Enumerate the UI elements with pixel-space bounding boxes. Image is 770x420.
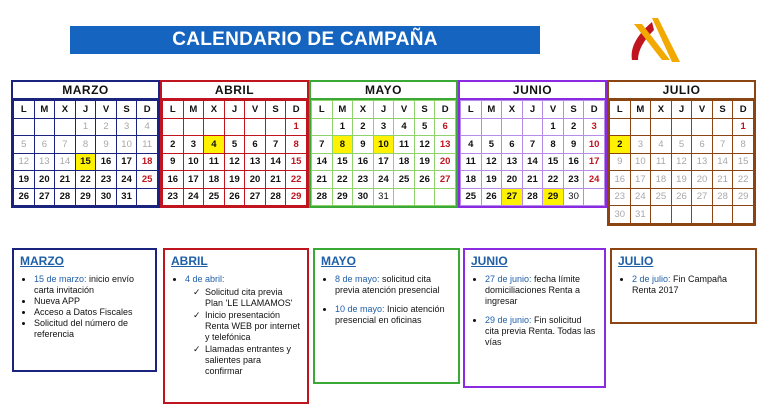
weekday-header: J	[671, 101, 692, 119]
calendar-day: 16	[163, 171, 184, 189]
calendar-day: 21	[265, 171, 286, 189]
calendar-day: 13	[34, 153, 55, 171]
calendar-day: 7	[312, 136, 333, 154]
calendar-day: 6	[435, 118, 456, 136]
calendar-day: 29	[543, 188, 564, 206]
weekday-header: M	[34, 101, 55, 119]
calendar-day: 28	[55, 188, 76, 206]
calendar-day: 27	[692, 188, 713, 206]
calendar-empty-cell	[461, 118, 482, 136]
calendar-day: 17	[183, 171, 204, 189]
calendar-day: 21	[55, 171, 76, 189]
calendar-day: 2	[610, 136, 631, 154]
weekday-header: D	[733, 101, 754, 119]
calendar-day: 10	[373, 136, 394, 154]
calendar-day: 15	[286, 153, 307, 171]
weekday-header: X	[204, 101, 225, 119]
calendar-empty-cell	[712, 206, 733, 224]
calendar-empty-cell	[55, 118, 76, 136]
calendar-day: 24	[630, 188, 651, 206]
calendar-day: 12	[414, 136, 435, 154]
calendar-day: 19	[224, 171, 245, 189]
calendar-empty-cell	[435, 188, 456, 206]
info-box-title: ABRIL	[171, 254, 208, 268]
info-box-title: MAYO	[321, 254, 356, 268]
calendar-day: 26	[14, 188, 35, 206]
calendar-day: 30	[353, 188, 374, 206]
calendar-empty-cell	[712, 118, 733, 136]
calendar-day: 16	[610, 171, 631, 189]
calendar-empty-cell	[183, 118, 204, 136]
calendar-day: 3	[584, 118, 605, 136]
calendar-empty-cell	[481, 118, 502, 136]
calendar-day: 21	[312, 171, 333, 189]
calendar-day: 1	[543, 118, 564, 136]
agency-logo-icon	[622, 14, 682, 66]
calendar-day: 25	[137, 171, 158, 189]
info-box-marzo	[12, 248, 157, 372]
calendar-day: 31	[630, 206, 651, 224]
info-box-title: JUNIO	[471, 254, 508, 268]
calendar-day: 24	[183, 188, 204, 206]
month-name: MAYO	[311, 82, 456, 100]
weekday-header: X	[651, 101, 672, 119]
calendar-day: 29	[286, 188, 307, 206]
calendar-empty-cell	[692, 118, 713, 136]
calendar-day: 4	[651, 136, 672, 154]
calendar-empty-cell	[671, 206, 692, 224]
calendar-empty-cell	[671, 118, 692, 136]
weekday-header: J	[75, 101, 96, 119]
calendar-empty-cell	[204, 118, 225, 136]
calendar-day: 8	[75, 136, 96, 154]
weekday-header: D	[286, 101, 307, 119]
weekday-header: V	[394, 101, 415, 119]
calendar-day: 9	[353, 136, 374, 154]
info-item: • Acceso a Datos Fiscales	[34, 307, 149, 318]
calendar-day: 13	[692, 153, 713, 171]
calendar-day: 8	[733, 136, 754, 154]
page-title-banner	[70, 26, 540, 54]
calendar-empty-cell	[522, 118, 543, 136]
calendar-day: 19	[414, 153, 435, 171]
calendar-day: 22	[543, 171, 564, 189]
calendar-day: 30	[563, 188, 584, 206]
weekday-header: X	[502, 101, 523, 119]
calendar-day: 11	[461, 153, 482, 171]
info-item: • 2 de julio: Fin Campaña Renta 2017	[632, 274, 749, 296]
calendar-day: 5	[671, 136, 692, 154]
calendar-empty-cell	[312, 118, 333, 136]
weekday-header: L	[312, 101, 333, 119]
calendar-day: 3	[373, 118, 394, 136]
weekday-header: S	[265, 101, 286, 119]
calendar-day: 20	[34, 171, 55, 189]
calendar-day: 22	[332, 171, 353, 189]
calendar-day: 6	[245, 136, 266, 154]
calendar-day: 23	[163, 188, 184, 206]
calendar-day: 16	[563, 153, 584, 171]
weekday-header: M	[332, 101, 353, 119]
calendar-day: 4	[461, 136, 482, 154]
calendar-day: 26	[414, 171, 435, 189]
calendar-day: 18	[137, 153, 158, 171]
calendar-empty-cell	[651, 118, 672, 136]
calendar-day: 25	[204, 188, 225, 206]
calendar-day: 27	[34, 188, 55, 206]
weekday-header: V	[692, 101, 713, 119]
calendar-day: 31	[116, 188, 137, 206]
calendar-day: 12	[671, 153, 692, 171]
calendar-day: 27	[502, 188, 523, 206]
calendar-empty-cell	[14, 118, 35, 136]
calendar-empty-cell	[630, 118, 651, 136]
calendar-day: 12	[224, 153, 245, 171]
calendar-day: 23	[610, 188, 631, 206]
calendar-empty-cell	[394, 188, 415, 206]
info-item: • 4 de abril: ✓ Solicitud cita previa Plan 'LE LLAMAMOS' ✓ Inicio presentación Renta WEB por internet y telefónica ✓ Llamadas entrantes y salientes para confirmar	[185, 274, 301, 377]
weekday-header: D	[435, 101, 456, 119]
calendar-day: 19	[481, 171, 502, 189]
calendar-day: 26	[481, 188, 502, 206]
calendar-day: 14	[55, 153, 76, 171]
calendar-day: 24	[373, 171, 394, 189]
calendar-day: 27	[245, 188, 266, 206]
weekday-header: J	[224, 101, 245, 119]
calendar-day: 28	[312, 188, 333, 206]
calendar-empty-cell	[651, 206, 672, 224]
calendar-day: 14	[312, 153, 333, 171]
weekday-header: V	[96, 101, 117, 119]
calendar-day: 28	[265, 188, 286, 206]
calendar-day: 9	[563, 136, 584, 154]
calendar-day: 2	[353, 118, 374, 136]
calendar-day: 13	[435, 136, 456, 154]
calendar-day: 7	[712, 136, 733, 154]
weekday-header: X	[353, 101, 374, 119]
calendar-day: 30	[610, 206, 631, 224]
calendar-day: 5	[414, 118, 435, 136]
calendar-day: 6	[692, 136, 713, 154]
calendar-day: 6	[34, 136, 55, 154]
calendar-day: 18	[461, 171, 482, 189]
info-item: • 15 de marzo: inicio envío carta invitación	[34, 274, 149, 296]
calendar-day: 21	[522, 171, 543, 189]
calendar-day: 25	[461, 188, 482, 206]
calendar-day: 20	[435, 153, 456, 171]
calendar-day: 11	[394, 136, 415, 154]
calendar-day: 23	[563, 171, 584, 189]
calendar-day: 13	[502, 153, 523, 171]
calendar-day: 9	[163, 153, 184, 171]
calendar-day: 24	[116, 171, 137, 189]
calendar-julio	[607, 80, 756, 226]
calendar-empty-cell	[733, 206, 754, 224]
calendar-day: 7	[265, 136, 286, 154]
page-title: CALENDARIO DE CAMPAÑA	[172, 29, 438, 50]
calendar-empty-cell	[163, 118, 184, 136]
calendar-day: 14	[522, 153, 543, 171]
calendar-day: 11	[137, 136, 158, 154]
weekday-header: M	[481, 101, 502, 119]
info-item: • 8 de mayo: solicitud cita previa atención presencial	[335, 274, 452, 296]
calendar-day: 8	[543, 136, 564, 154]
calendar-day: 22	[286, 171, 307, 189]
calendar-day: 21	[712, 171, 733, 189]
weekday-header: M	[630, 101, 651, 119]
calendar-day: 28	[522, 188, 543, 206]
calendar-day: 22	[733, 171, 754, 189]
calendar-day: 1	[75, 118, 96, 136]
weekday-header: D	[137, 101, 158, 119]
calendar-day: 8	[332, 136, 353, 154]
calendar-day: 3	[630, 136, 651, 154]
calendar-day: 15	[543, 153, 564, 171]
calendar-day: 4	[394, 118, 415, 136]
calendar-day: 4	[204, 136, 225, 154]
calendar-day: 7	[55, 136, 76, 154]
calendar-day: 15	[332, 153, 353, 171]
info-item: • 27 de junio: fecha límite domiciliaciones Renta a ingresar	[485, 274, 598, 307]
calendar-empty-cell	[265, 118, 286, 136]
calendar-empty-cell	[245, 118, 266, 136]
weekday-header: L	[610, 101, 631, 119]
info-box-title: MARZO	[20, 254, 64, 268]
calendar-day: 3	[116, 118, 137, 136]
calendar-day: 20	[502, 171, 523, 189]
info-item: • 10 de mayo: Inicio atención presencial en oficinas	[335, 304, 452, 326]
weekday-header: J	[373, 101, 394, 119]
calendar-day: 2	[563, 118, 584, 136]
info-box-junio	[463, 248, 606, 388]
month-name: JULIO	[609, 82, 754, 100]
calendar-day: 25	[651, 188, 672, 206]
weekday-header: S	[563, 101, 584, 119]
calendar-day: 10	[183, 153, 204, 171]
calendar-day: 31	[373, 188, 394, 206]
info-subitem: ✓ Inicio presentación Renta WEB por internet y telefónica	[195, 310, 301, 343]
calendar-day: 23	[353, 171, 374, 189]
calendar-day: 18	[204, 171, 225, 189]
calendar-day: 11	[651, 153, 672, 171]
calendar-day: 2	[96, 118, 117, 136]
calendar-mayo	[309, 80, 458, 208]
calendar-day: 5	[224, 136, 245, 154]
calendar-day: 9	[96, 136, 117, 154]
calendar-abril	[160, 80, 309, 208]
calendar-day: 20	[692, 171, 713, 189]
calendar-day: 15	[75, 153, 96, 171]
weekday-header: L	[163, 101, 184, 119]
calendar-day: 7	[522, 136, 543, 154]
weekday-header: S	[414, 101, 435, 119]
month-name: MARZO	[13, 82, 158, 100]
calendar-junio	[458, 80, 607, 208]
calendar-day: 26	[671, 188, 692, 206]
calendar-empty-cell	[584, 188, 605, 206]
calendar-day: 30	[96, 188, 117, 206]
calendar-day: 23	[96, 171, 117, 189]
info-item: • Nueva APP	[34, 296, 149, 307]
weekday-header: V	[543, 101, 564, 119]
calendar-day: 28	[712, 188, 733, 206]
calendar-day: 16	[353, 153, 374, 171]
calendar-day: 29	[75, 188, 96, 206]
calendar-day: 10	[584, 136, 605, 154]
calendar-day: 17	[584, 153, 605, 171]
weekday-header: M	[183, 101, 204, 119]
calendar-empty-cell	[34, 118, 55, 136]
calendar-day: 18	[651, 171, 672, 189]
calendar-day: 16	[96, 153, 117, 171]
calendar-day: 17	[373, 153, 394, 171]
calendar-day: 18	[394, 153, 415, 171]
calendar-day: 9	[610, 153, 631, 171]
calendar-day: 1	[286, 118, 307, 136]
info-box-mayo	[313, 248, 460, 384]
info-box-abril	[163, 248, 309, 404]
calendar-day: 12	[481, 153, 502, 171]
calendar-day: 14	[265, 153, 286, 171]
calendar-day: 26	[224, 188, 245, 206]
calendar-day: 24	[584, 171, 605, 189]
weekday-header: V	[245, 101, 266, 119]
calendar-day: 17	[116, 153, 137, 171]
calendar-empty-cell	[137, 188, 158, 206]
info-subitem: ✓ Solicitud cita previa Plan 'LE LLAMAMOS'	[195, 287, 301, 309]
calendar-day: 1	[332, 118, 353, 136]
calendar-day: 22	[75, 171, 96, 189]
calendar-day: 14	[712, 153, 733, 171]
calendar-day: 15	[733, 153, 754, 171]
calendar-day: 4	[137, 118, 158, 136]
calendar-day: 20	[245, 171, 266, 189]
calendar-day: 10	[630, 153, 651, 171]
info-subitem: ✓ Llamadas entrantes y salientes para confirmar	[195, 344, 301, 377]
info-box-julio	[610, 248, 757, 324]
weekday-header: S	[116, 101, 137, 119]
calendar-day: 3	[183, 136, 204, 154]
calendar-day: 13	[245, 153, 266, 171]
calendar-day: 2	[163, 136, 184, 154]
month-name: ABRIL	[162, 82, 307, 100]
weekday-header: X	[55, 101, 76, 119]
calendar-day: 8	[286, 136, 307, 154]
weekday-header: L	[461, 101, 482, 119]
calendar-empty-cell	[502, 118, 523, 136]
calendar-day: 5	[481, 136, 502, 154]
calendar-day: 19	[671, 171, 692, 189]
calendar-day: 11	[204, 153, 225, 171]
month-name: JUNIO	[460, 82, 605, 100]
calendar-empty-cell	[224, 118, 245, 136]
calendar-day: 17	[630, 171, 651, 189]
calendar-day: 10	[116, 136, 137, 154]
info-item: • Solicitud del número de referencia	[34, 318, 149, 340]
calendar-marzo	[11, 80, 160, 208]
calendar-day: 5	[14, 136, 35, 154]
calendar-day: 1	[733, 118, 754, 136]
calendar-day: 27	[435, 171, 456, 189]
calendar-empty-cell	[414, 188, 435, 206]
info-item: • 29 de junio: Fin solicitud cita previa Renta. Todas las vías	[485, 315, 598, 348]
calendar-empty-cell	[692, 206, 713, 224]
calendar-day: 29	[733, 188, 754, 206]
weekday-header: J	[522, 101, 543, 119]
weekday-header: L	[14, 101, 35, 119]
calendar-day: 19	[14, 171, 35, 189]
calendar-day: 29	[332, 188, 353, 206]
weekday-header: D	[584, 101, 605, 119]
weekday-header: S	[712, 101, 733, 119]
calendar-day: 25	[394, 171, 415, 189]
info-box-title: JULIO	[618, 254, 654, 268]
calendar-day: 6	[502, 136, 523, 154]
calendar-day: 12	[14, 153, 35, 171]
calendar-empty-cell	[610, 118, 631, 136]
